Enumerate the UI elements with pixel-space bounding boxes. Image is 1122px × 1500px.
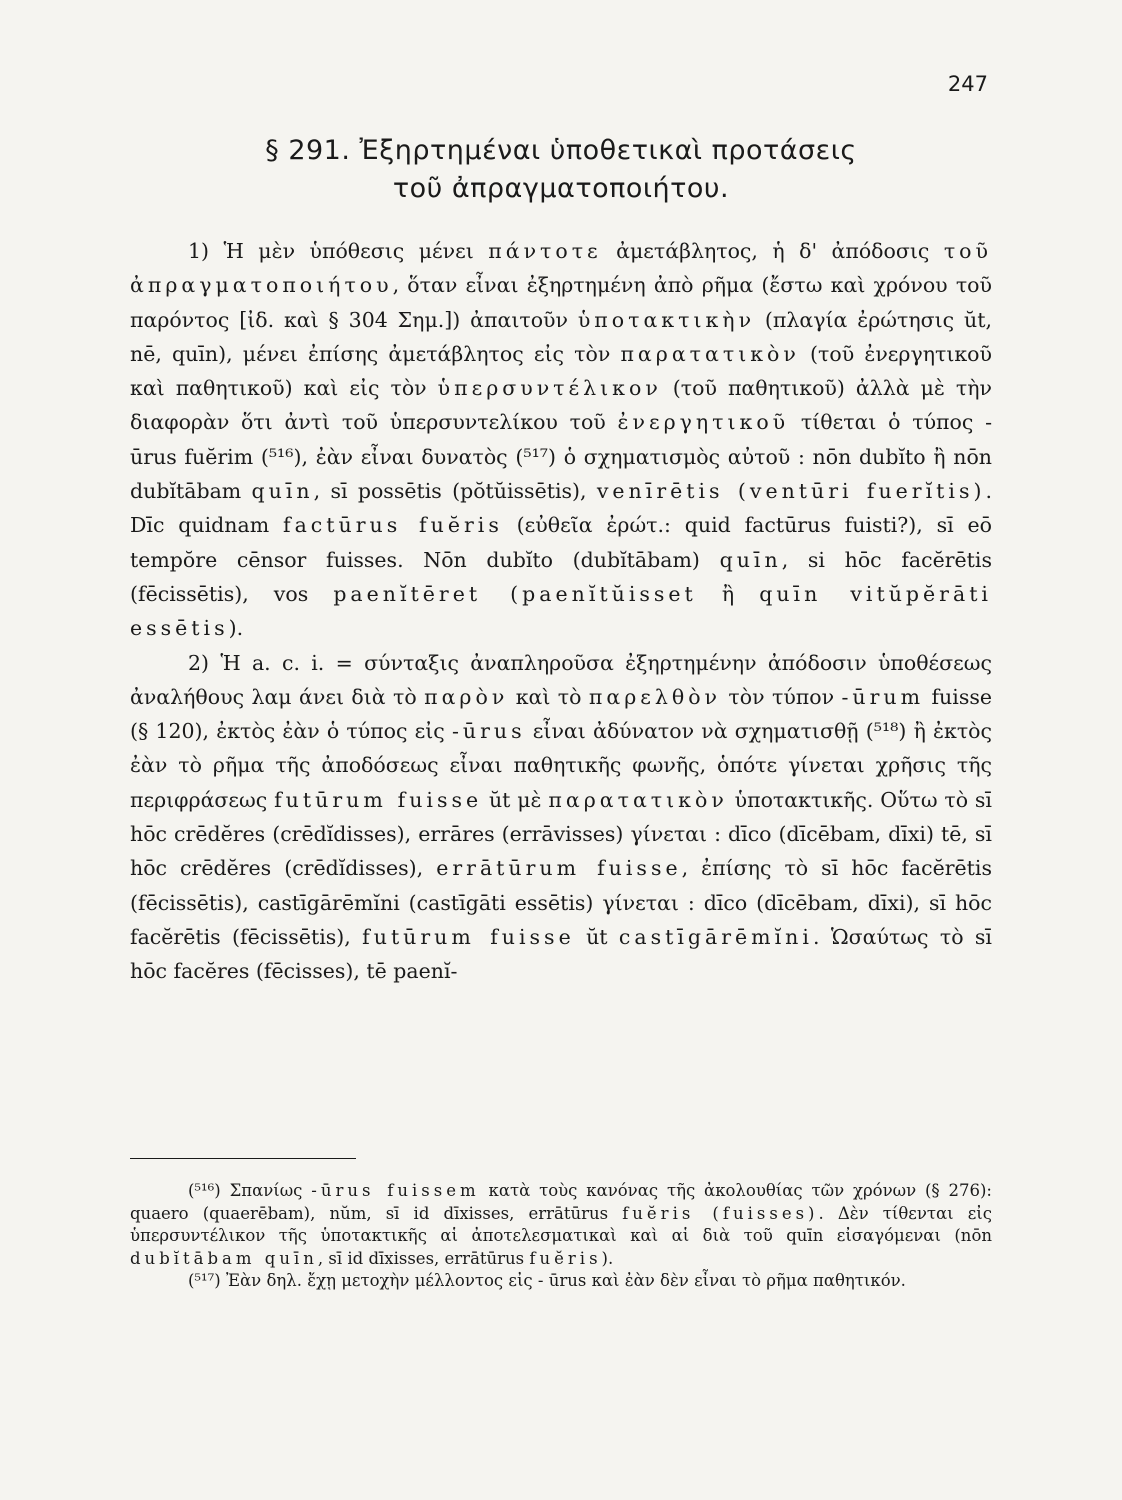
text-run: κατὰ τοὺς κανόνας τῆς ἀκολουθίας τῶν χρόνων (§ 276): quaero (quaerēbam), nŭm, sī id dīxisses, errātūrus (130, 1181, 992, 1223)
text-run: , ὅταν εἶναι ἐξηρτημένη ἀπὸ ρῆμα (ἔστω καὶ χρόνου τοῦ παρόντος [ἰδ. καὶ § 304 Σημ.]) ἀπαιτοῦν (130, 273, 992, 332)
spaced-text: paenĭtēret (paenĭtŭisset (333, 581, 697, 606)
text-run: . Dīc quidnam (130, 479, 992, 538)
spaced-text: errātūrum fuisse (436, 856, 682, 881)
text-run: ὑποτακτικῆς. Οὕτω τὸ sī hōc crēdĕres (crēdĭdisses), errāres (errāvisses) γίνεται : dīco (dīcēbam, dīxi) tē, sī hōc crēdĕres (crēdĭdisses), (130, 787, 992, 881)
spaced-text: quīn (719, 547, 782, 572)
heading-line-2: τοῦ ἀπραγματοποιήτου. (392, 173, 730, 204)
spaced-text: ὑποτακτικὴν (577, 307, 756, 332)
spaced-text: castīgārēmĭni (618, 924, 813, 949)
paragraph-2 (130, 646, 992, 989)
section-heading (130, 132, 992, 208)
spaced-text: venīrētis (ventūri fuerĭtis) (596, 479, 986, 504)
text-run: , ἐπίσης τὸ sī hōc facĕrētis (fēcissētis), castīgārēmĭni (castīgāti essētis) γίνεται : dīco (dīcēbam, dīxi), sī hōc facĕrētis (fēcissētis), (130, 856, 992, 949)
text-run: 1) Ἡ μὲν ὑπόθεσις μένει (188, 239, 489, 263)
spaced-text: -ūrus fuissem (311, 1181, 480, 1200)
text-run: ἀμετάβλητος, ἡ δ' ἀπόδοσις (601, 239, 944, 263)
spaced-text: παρὸν (424, 684, 509, 709)
spaced-text: quīn vitŭpĕrāti essētis (130, 581, 992, 641)
text-run: (εὐθεῖα ἐρώτ.: quid factūrus fuisti?), sī eō tempŏre cēnsor fuisses. Nōn dubĭto (dubĭtābam) (130, 513, 992, 572)
text-run: (⁵¹⁶) Σπανίως (188, 1181, 312, 1200)
footnotes (130, 1180, 992, 1293)
spaced-text: factūrus fuĕris (282, 513, 503, 538)
text-run: . Δὲν τίθενται εἰς ὑπερσυντέλικον τῆς ὑποτακτικῆς αἱ ἀποτελεσματικαὶ καὶ αἱ διὰ τοῦ quīn εἰσαγόμεναι (nōn (130, 1203, 992, 1245)
text-run: (πλαγία ἐρώτησις ŭt, nē, quīn), μένει ἐπίσης ἀμετάβλητος εἰς τὸν (130, 307, 992, 366)
spaced-text: futūrum fuisse (362, 924, 575, 949)
spaced-text: παρατατικὸν (548, 787, 728, 812)
footnote-517 (130, 1270, 992, 1293)
text-run: τὸν τύπον (721, 684, 842, 709)
footnote-516 (130, 1180, 992, 1270)
spaced-text: τοῦ ἀπραγματοποιήτου (130, 239, 992, 298)
footnote-rule (130, 1158, 356, 1159)
heading-line-1: § 291. Ἐξηρτημέναι ὑποθετικαὶ προτάσεις (265, 135, 857, 166)
spaced-text: fuĕris (fuisses) (622, 1203, 819, 1223)
text-run: ). (228, 616, 244, 641)
spaced-text: -ūrus (451, 719, 526, 744)
text-run: fuisse (§ 120), ἐκτὸς ἐὰν ὁ τύπος εἰς (130, 684, 992, 744)
page-number: 247 (947, 72, 988, 96)
text-run: καὶ τὸ (508, 684, 589, 709)
spaced-text: -ūrum (841, 684, 925, 709)
text-run: ŭt (574, 924, 619, 949)
spaced-text: ἐνεργητικοῦ (617, 410, 790, 435)
spaced-text: ὑπερσυντέλικον (437, 376, 662, 401)
spaced-text: quīn (251, 479, 314, 504)
spaced-text: dubĭtābam quīn (130, 1248, 318, 1268)
text-run: ŭt μὲ (482, 787, 549, 812)
paragraph-1 (130, 234, 992, 646)
text-run: (⁵¹⁷) Ἐὰν δηλ. ἔχῃ μετοχὴν μέλλοντος εἰς - ūrus καὶ ἐὰν δὲν εἶναι τὸ ρῆμα παθητικόν. (188, 1271, 906, 1290)
spaced-text: πάντοτε (488, 239, 602, 263)
text-run: τίθεται ὁ τύπος - ūrus fuĕrim (⁵¹⁶), ἐὰν εἶναι δυνατὸς (⁵¹⁷) ὁ σχηματισμὸς αὐτοῦ : nōn dubĭto ἢ nōn dubĭtābam (130, 410, 992, 504)
text-run: , sī possētis (pŏtŭissētis), (313, 479, 597, 504)
spaced-text: fuĕris (529, 1248, 602, 1268)
text-run: . Ὡσαύτως τὸ sī hōc facĕres (fēcisses), tē paenĭ- (130, 924, 992, 984)
text-run: εἶναι ἀδύνατον νὰ σχηματισθῇ (⁵¹⁸) ἢ ἐκτὸς ἐὰν τὸ ρῆμα τῆς ἀποδόσεως εἶναι παθητικῆς φωνῆς, ὁπότε γίνεται χρῆσις τῆς περιφράσεως (130, 719, 993, 812)
text-run: ἢ (696, 581, 760, 606)
text-run: , sī id dīxisses, errātūrus (317, 1248, 530, 1268)
text-run: , si hōc facĕrētis (fēcissētis), vos (130, 547, 992, 606)
text-run: 2) Ἡ a. c. i. = σύνταξις ἀναπληροῦσα ἐξηρτημένην ἀπόδοσιν ὑποθέσεως ἀναλήθους λαμ άνει διὰ τὸ (130, 650, 992, 709)
text-run: (τοῦ ἐνεργητικοῦ καὶ παθητικοῦ) καὶ εἰς τὸν (130, 341, 992, 401)
text-run: ). (601, 1248, 614, 1268)
spaced-text: παρελθὸν (588, 684, 722, 709)
spaced-text: futūrum fuisse (274, 787, 483, 812)
text-run: (τοῦ παθητικοῦ) ἀλλὰ μὲ τὴν διαφορὰν ὅτι ἀντὶ τοῦ ὑπερσυντελίκου τοῦ (130, 376, 992, 435)
spaced-text: παρατατικὸν (620, 341, 800, 366)
main-text (130, 234, 992, 989)
